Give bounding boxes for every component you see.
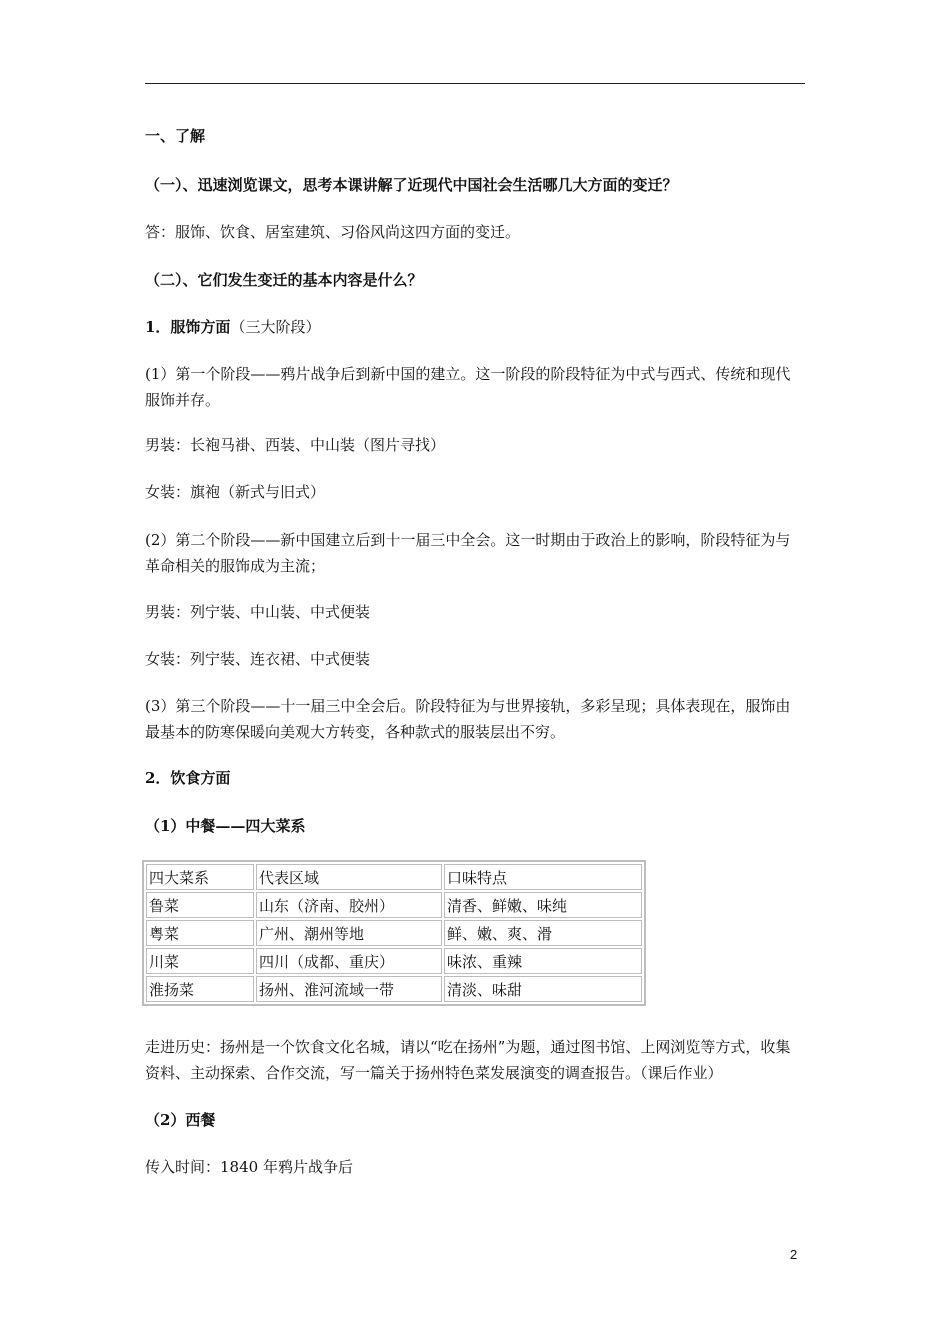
chinese-cuisine-heading: （1）中餐——四大菜系 xyxy=(145,817,306,835)
section-clothing-heading xyxy=(145,315,805,339)
question-1: （一）、迅速浏览课文，思考本课讲解了近现代中国社会生活哪几大方面的变迁？ xyxy=(145,176,678,194)
table-row xyxy=(146,976,642,1002)
table-cell: 广州、潮州等地 xyxy=(256,920,442,946)
section-clothing-note: （三大阶段） xyxy=(230,318,321,336)
table-cell: 清香、鲜嫩、味纯 xyxy=(444,892,642,918)
table-cell: 四川（成都、重庆） xyxy=(256,948,442,974)
table-header-cell: 口味特点 xyxy=(444,864,642,890)
stage-1-menswear: 男装：长袍马褂、西装、中山装（图片寻找） xyxy=(145,436,446,454)
table-cell: 清淡、味甜 xyxy=(444,976,642,1002)
western-cuisine-heading: （2）西餐 xyxy=(145,1111,216,1129)
history-activity-note: 走进历史：扬州是一个饮食文化名城，请以“吃在扬州”为题，通过图书馆、上网浏览等方式，收集资料、主动探索、合作交流，写一篇关于扬州特色菜发展演变的调查报告。（课后作业） xyxy=(145,1038,791,1082)
table-cell: 鲜、嫩、爽、滑 xyxy=(444,920,642,946)
table-row xyxy=(146,920,642,946)
table-cell: 扬州、淮河流域一带 xyxy=(256,976,442,1002)
answer-1: 答：服饰、饮食、居室建筑、习俗风尚这四方面的变迁。 xyxy=(145,223,521,241)
section-clothing-title: 1．服饰方面 xyxy=(145,318,231,336)
table-row xyxy=(146,948,642,974)
table-header-cell: 代表区域 xyxy=(256,864,442,890)
table-cell: 粤菜 xyxy=(146,920,254,946)
table-cell: 味浓、重辣 xyxy=(444,948,642,974)
stage-2-womenswear: 女装：列宁装、连衣裙、中式便装 xyxy=(145,650,371,668)
heading-understand: 一、了解 xyxy=(145,127,206,145)
stage-1-womenswear: 女装：旗袍（新式与旧式） xyxy=(145,483,326,501)
cuisine-table xyxy=(142,860,646,1006)
table-cell: 川菜 xyxy=(146,948,254,974)
question-2: （二）、它们发生变迁的基本内容是什么？ xyxy=(145,271,423,289)
clothing-stage-2: (2）第二个阶段——新中国建立后到十一届三中全会。这一时期由于政治上的影响，阶段特征为与革命相关的服饰成为主流； xyxy=(145,531,791,575)
table-cell: 淮扬菜 xyxy=(146,976,254,1002)
clothing-stage-3: (3）第三个阶段——十一届三中全会后。阶段特征为与世界接轨，多彩呈现；具体表现在，服饰由最基本的防寒保暖向美观大方转变，各种款式的服装层出不穷。 xyxy=(145,697,791,741)
page-number: 2 xyxy=(790,1247,798,1262)
table-header-cell: 四大菜系 xyxy=(146,864,254,890)
stage-2-menswear: 男装：列宁装、中山装、中式便装 xyxy=(145,603,371,621)
table-header-row xyxy=(146,864,642,890)
clothing-stage-1: (1）第一个阶段——鸦片战争后到新中国的建立。这一阶段的阶段特征为中式与西式、传统和现代服饰并存。 xyxy=(145,365,791,409)
western-cuisine-intro-time: 传入时间：1840 年鸦片战争后 xyxy=(145,1158,353,1176)
header-rule xyxy=(145,83,805,84)
section-food-title: 2．饮食方面 xyxy=(145,769,231,787)
table-row xyxy=(146,892,642,918)
table-cell: 鲁菜 xyxy=(146,892,254,918)
table-cell: 山东（济南、胶州） xyxy=(256,892,442,918)
